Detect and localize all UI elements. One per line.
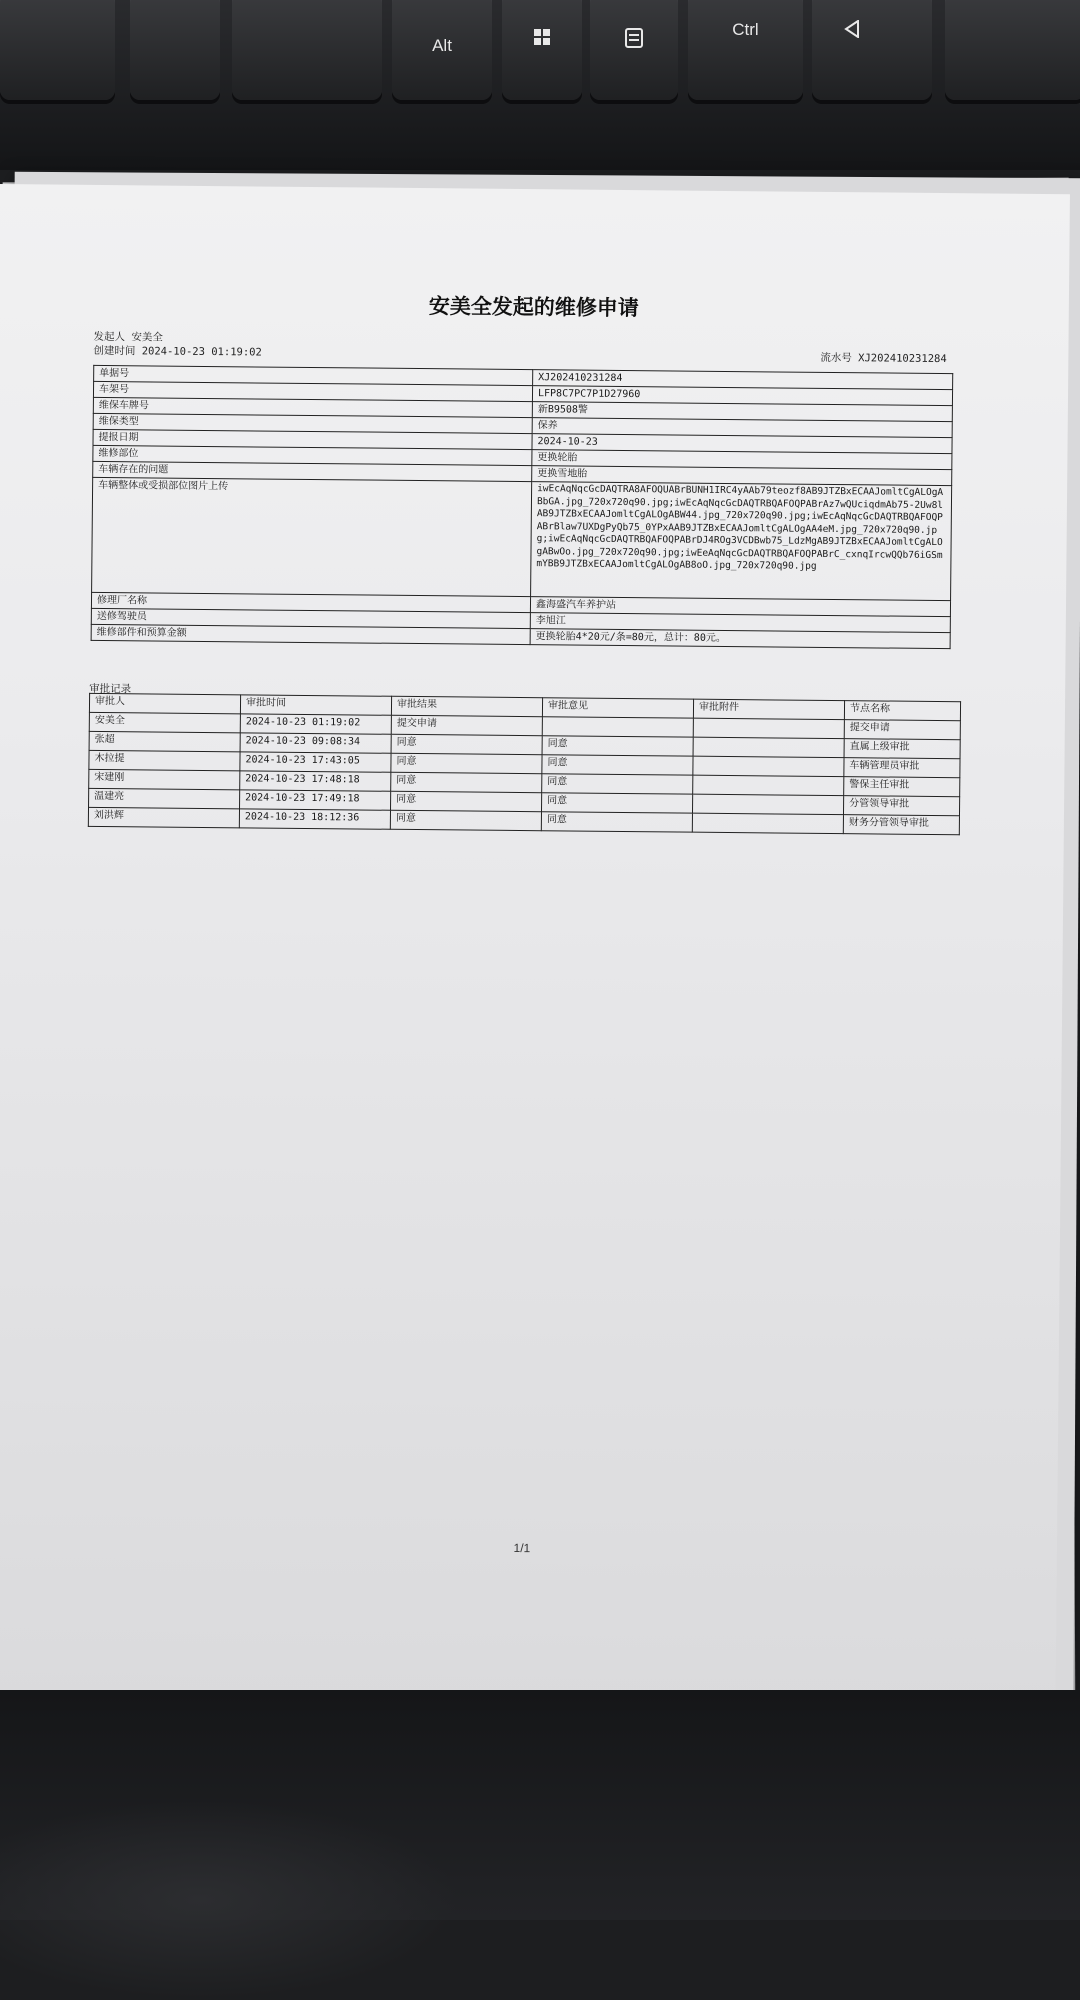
ctrl-key-label: Ctrl — [732, 20, 759, 39]
ctrl-key — [688, 0, 803, 100]
field-value: 新B9508警 — [532, 402, 952, 422]
approval-opinion: 同意 — [542, 774, 693, 794]
keyboard-key — [130, 0, 220, 100]
field-value: 更换轮胎 — [532, 450, 952, 470]
menu-key — [590, 0, 678, 100]
field-label: 维保类型 — [93, 413, 532, 433]
approval-attachment — [692, 813, 843, 833]
field-value: 鑫海盛汽车养护站 — [530, 597, 950, 617]
field-label: 维保车牌号 — [93, 397, 532, 417]
approval-attachment — [693, 775, 844, 795]
field-value: 李旭江 — [530, 613, 950, 633]
table-row — [92, 477, 952, 600]
document-title: 安美全发起的维修申请 — [428, 294, 639, 321]
approval-attachment — [692, 794, 843, 814]
created-time: 创建时间 2024-10-23 01:19:02 — [93, 344, 262, 359]
approval-result: 同意 — [390, 810, 541, 830]
approval-time: 2024-10-23 17:49:18 — [240, 790, 391, 810]
alt-key — [392, 0, 492, 100]
keyboard-key — [945, 0, 1080, 100]
approval-result: 提交申请 — [391, 715, 542, 735]
initiator: 发起人 安美全 — [93, 330, 163, 344]
field-value: XJ202410231284 — [533, 370, 953, 390]
node-name: 车辆管理员审批 — [844, 758, 960, 778]
approver: 安美全 — [89, 712, 240, 732]
approval-attachment — [693, 737, 844, 757]
left-arrow-key — [812, 0, 932, 100]
approver: 刘洪辉 — [88, 807, 239, 827]
approval-opinion: 同意 — [542, 755, 693, 775]
approval-time: 2024-10-23 01:19:02 — [240, 714, 391, 734]
windows-key — [502, 0, 582, 100]
approval-attachment — [693, 756, 844, 776]
approval-opinion: 同意 — [541, 812, 692, 832]
node-name: 警保主任审批 — [844, 777, 960, 797]
node-name: 直属上级审批 — [844, 739, 960, 759]
alt-key-label: Alt — [432, 36, 452, 55]
field-label: 维修部件和预算金额 — [91, 624, 530, 644]
approval-opinion — [542, 717, 693, 737]
approval-table — [88, 693, 961, 835]
approver: 张超 — [89, 731, 240, 751]
column-header: 审批人 — [89, 693, 240, 713]
approval-result: 同意 — [391, 791, 542, 811]
approval-time: 2024-10-23 17:48:18 — [240, 771, 391, 791]
node-name: 分管领导审批 — [843, 796, 959, 816]
column-header: 审批时间 — [240, 695, 391, 715]
serial-number: 流水号 XJ202410231284 — [820, 351, 947, 366]
field-label: 单据号 — [94, 365, 533, 385]
column-header: 审批结果 — [391, 696, 542, 716]
keyboard-key — [0, 0, 115, 100]
application-table — [91, 365, 954, 649]
approval-result: 同意 — [391, 772, 542, 792]
shadow — [0, 1800, 460, 2000]
image-upload-list: iwEcAqNqcGcDAQTRA8AFOQUABrBUNH1IRC4yAAb79teozf8AB9JTZBxECAAJomltCgALOgABbGA.jpg_720x720q90.jpg;iwEcAqNqcGcDAQTRBQAFOQPABrAz7wQUciqdmAb75-2Uw8lAB9JTZBxECAAJomltCgALOgABW44.jpg_720x720q90.jpg;iwEcAqNqcGcDAQTRBQAFOQPABrBlaw7UXDgPyQb75_0YPxAAB9JTZBxECAAJomltCgALOgAA4eM.jpg_720x720q90.jpg;iwEcAqNqcGcDAQTRBQAFOQPABrDJ4ROg3VCDBwb75_LdzMgAB9JTZBxECAAJomltCgALOgABwOo.jpg_720x720q90.jpg;iwEeAqNqcGcDAQTRBQAFOQPABrC_cxnqIrcwQQb76iGSmmYBB9JTZBxECAAJomltCgALOgAB8oO.jpg_720x720q90.jpg — [531, 482, 952, 601]
node-name: 财务分管领导审批 — [843, 815, 959, 835]
field-label: 送修驾驶员 — [91, 608, 530, 628]
approval-section-title: 审批记录 — [89, 682, 132, 696]
approval-result: 同意 — [391, 734, 542, 754]
field-value: 保养 — [532, 418, 952, 438]
field-label: 提报日期 — [93, 429, 532, 449]
approval-time: 2024-10-23 09:08:34 — [240, 733, 391, 753]
windows-icon — [533, 28, 551, 46]
page-number: 1/1 — [513, 1540, 531, 1556]
column-header: 节点名称 — [844, 701, 960, 721]
approval-result: 同意 — [391, 753, 542, 773]
approval-attachment — [693, 718, 844, 738]
keyboard — [0, 0, 1080, 170]
approver: 温建亮 — [89, 788, 240, 808]
field-value: 2024-10-23 — [532, 434, 952, 454]
field-label: 车辆整体或受损部位图片上传 — [92, 477, 532, 596]
approver: 宋建刚 — [89, 769, 240, 789]
printed-page — [0, 184, 1070, 1724]
left-arrow-icon — [844, 20, 860, 38]
approval-opinion: 同意 — [542, 736, 693, 756]
field-label: 车辆存在的问题 — [93, 461, 532, 481]
column-header: 审批意见 — [542, 698, 693, 718]
menu-icon — [625, 28, 643, 48]
approver: 木拉提 — [89, 750, 240, 770]
approval-time: 2024-10-23 18:12:36 — [239, 809, 390, 829]
field-label: 维修部位 — [93, 445, 532, 465]
column-header: 审批附件 — [693, 699, 844, 719]
field-label: 车架号 — [93, 381, 532, 401]
node-name: 提交申请 — [844, 720, 960, 740]
approval-opinion: 同意 — [541, 793, 692, 813]
approval-time: 2024-10-23 17:43:05 — [240, 752, 391, 772]
keyboard-key — [232, 0, 382, 100]
field-label: 修理厂名称 — [91, 592, 530, 612]
field-value: LFP8C7PC7P1D27960 — [532, 386, 952, 406]
field-value: 更换轮胎4*20元/条=80元，总计：80元。 — [530, 629, 950, 649]
field-value: 更换雪地胎 — [532, 466, 952, 486]
